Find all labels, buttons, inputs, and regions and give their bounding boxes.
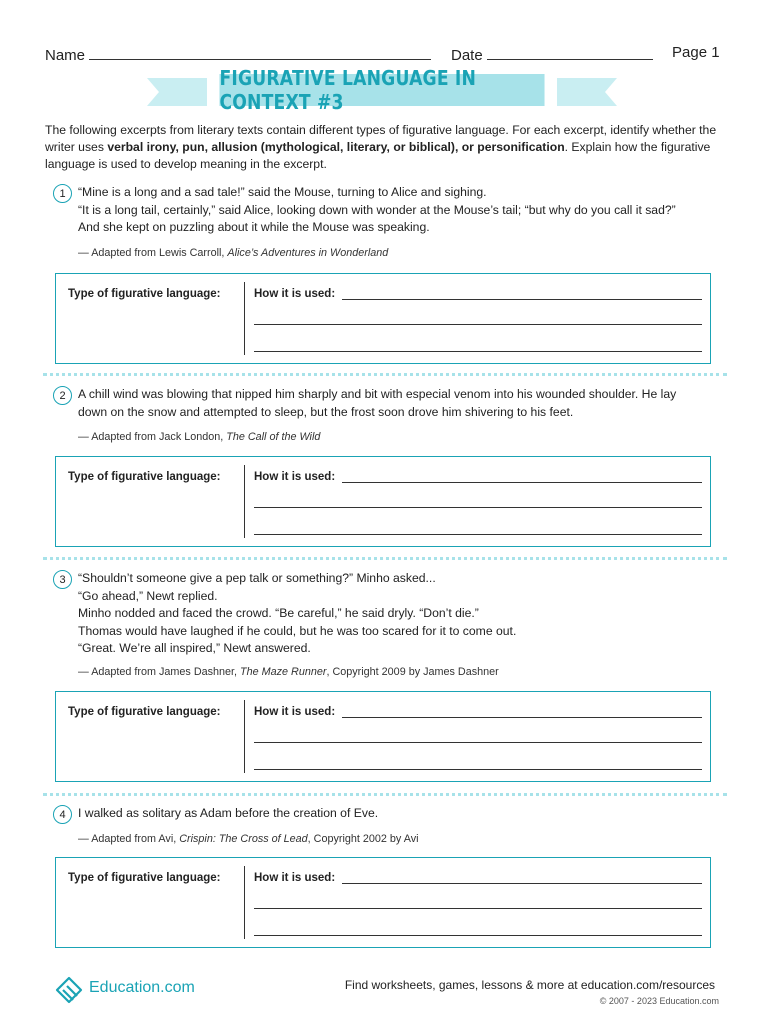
answer-line[interactable] (254, 769, 702, 770)
how-label: How it is used: (254, 471, 336, 483)
item-number-1: 1 (53, 184, 72, 203)
page-number: Page 1 (672, 44, 720, 61)
instructions: The following excerpts from literary texts contain different types of figurative language. For each excerpt, identify whether the writer uses verbal irony, pun, allusion (mythological, literary, or biblical), or personification. Explain how the figurative language is used to develop meaning in the excerpt. (45, 123, 717, 171)
answer-line[interactable] (342, 482, 702, 483)
brand-name: Education.com (89, 979, 195, 996)
answer-line[interactable] (254, 324, 702, 325)
excerpt-1: “Mine is a long and a sad tale!” said the Mouse, turning to Alice and sighing. “It is a long tail, certainly,” said Alice, looking down with wonder at the Mouse’s tail; “but why do you call it sad?” And she kept on puzzling about it while the Mouse was speaking. (78, 185, 676, 234)
answer-line[interactable] (254, 742, 702, 743)
type-label: Type of figurative language: (68, 872, 221, 884)
copyright: © 2007 - 2023 Education.com (599, 996, 719, 1006)
answer-line[interactable] (254, 908, 702, 909)
footer-tagline[interactable]: Find worksheets, games, lessons & more at education.com/resources (344, 978, 715, 992)
item-number-3: 3 (53, 570, 72, 589)
item-number-2: 2 (53, 386, 72, 405)
education-logo-icon (53, 972, 85, 1004)
how-label: How it is used: (254, 706, 336, 718)
name-field[interactable] (45, 44, 431, 64)
answer-line[interactable] (254, 534, 702, 535)
source-1: — Adapted from Lewis Carroll, Alice’s Adventures in Wonderland (78, 247, 389, 259)
divider-dots (43, 373, 727, 376)
answer-line[interactable] (254, 507, 702, 508)
excerpt-4: I walked as solitary as Adam before the creation of Eve. (78, 806, 379, 820)
answer-line[interactable] (254, 935, 702, 936)
source-2: — Adapted from Jack London, The Call of the Wild (78, 431, 321, 443)
name-label: Name (45, 47, 86, 64)
title-banner (147, 66, 617, 114)
excerpt-2: A chill wind was blowing that nipped him sharply and bit with especial venom into his wounded shoulder. He lay down on the snow and attempted to sleep, but the frost soon drove him shivering to his feet. (78, 387, 677, 419)
divider-dots (43, 793, 727, 796)
answer-line[interactable] (254, 351, 702, 352)
source-4: — Adapted from Avi, Crispin: The Cross of Lead, Copyright 2002 by Avi (78, 833, 419, 845)
answer-line[interactable] (342, 717, 702, 718)
page-title: FIGURATIVE LANGUAGE IN CONTEXT #3 (219, 74, 544, 106)
type-label: Type of figurative language: (68, 471, 221, 483)
how-label: How it is used: (254, 872, 336, 884)
date-label: Date (451, 47, 483, 64)
item-number-4: 4 (53, 805, 72, 824)
divider-dots (43, 557, 727, 560)
date-blank[interactable] (487, 44, 653, 60)
answer-line[interactable] (342, 883, 702, 884)
answer-box-4 (55, 857, 711, 948)
answer-line[interactable] (342, 299, 702, 300)
education-logo[interactable] (53, 972, 195, 1004)
name-blank[interactable] (89, 44, 431, 60)
answer-box-1 (55, 273, 711, 364)
type-label: Type of figurative language: (68, 288, 221, 300)
type-label: Type of figurative language: (68, 706, 221, 718)
how-label: How it is used: (254, 288, 336, 300)
excerpt-3: “Shouldn’t someone give a pep talk or something?” Minho asked... “Go ahead,” Newt replied. Minho nodded and faced the crowd. “Be careful,” he said dryly. “Don’t die.” Thomas would have laughed if he could, but he was too scared for it to come out. “Great. We’re all inspired,” Newt answered. (78, 571, 517, 655)
source-3: — Adapted from James Dashner, The Maze Runner, Copyright 2009 by James Dashner (78, 666, 499, 678)
answer-box-3 (55, 691, 711, 782)
figurative-types: verbal irony, pun, allusion (mythological, literary, or biblical), or personification (107, 140, 565, 154)
answer-box-2 (55, 456, 711, 547)
date-field[interactable] (451, 44, 653, 64)
